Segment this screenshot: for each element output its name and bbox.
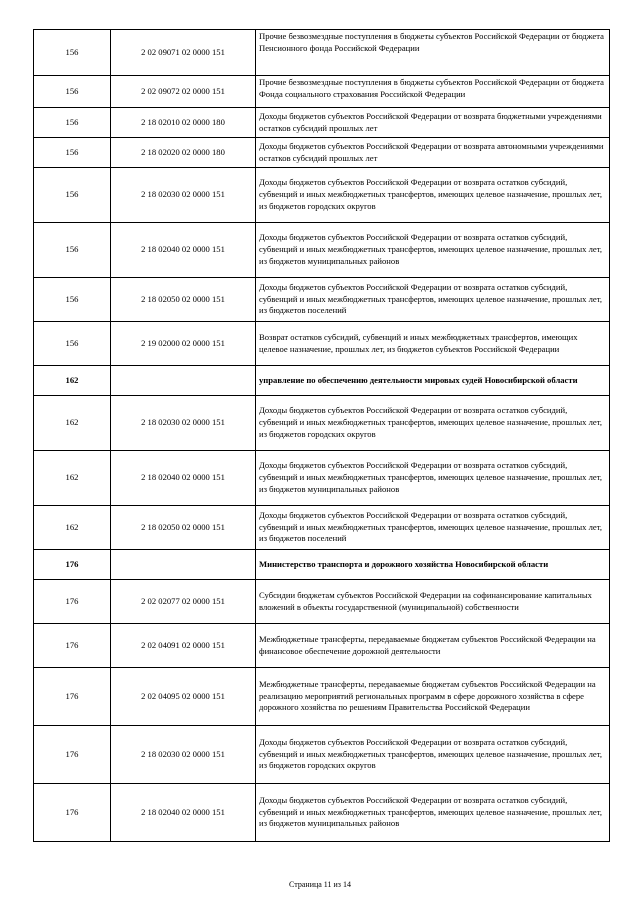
description-cell: Межбюджетные трансферты, передаваемые бюджетам субъектов Российской Федерации на реализацию мероприятий региональных программ в сфере дорожного хозяйства в сфере дорожного хозяйства по решениям Правительства Российской Федерации xyxy=(256,668,610,726)
section-header-row xyxy=(34,366,610,396)
admin-code-cell: 176 xyxy=(34,550,111,580)
admin-code-cell: 156 xyxy=(34,322,111,366)
table-row xyxy=(34,108,610,138)
revenue-code-cell: 2 18 02030 02 0000 151 xyxy=(111,396,256,451)
admin-code-cell: 176 xyxy=(34,580,111,624)
description-cell: Доходы бюджетов субъектов Российской Федерации от возврата остатков субсидий, субвенций и иных межбюджетных трансфертов, имеющих целевое назначение, прошлых лет, из бюджетов городских округов xyxy=(256,396,610,451)
revenue-code-cell: 2 18 02030 02 0000 151 xyxy=(111,168,256,223)
description-cell: Доходы бюджетов субъектов Российской Федерации от возврата остатков субсидий, субвенций и иных межбюджетных трансфертов, имеющих целевое назначение, прошлых лет, из бюджетов городских округов xyxy=(256,726,610,784)
admin-code-cell: 162 xyxy=(34,366,111,396)
table-body xyxy=(34,30,610,842)
description-cell: Возврат остатков субсидий, субвенций и иных межбюджетных трансфертов, имеющих целевое назначение, прошлых лет, из бюджетов субъектов Российской Федерации xyxy=(256,322,610,366)
admin-code-cell: 156 xyxy=(34,168,111,223)
admin-code-cell: 156 xyxy=(34,108,111,138)
admin-code-cell: 156 xyxy=(34,138,111,168)
table-row xyxy=(34,278,610,322)
table-row xyxy=(34,624,610,668)
revenue-code-cell: 2 18 02020 02 0000 180 xyxy=(111,138,256,168)
description-cell: Доходы бюджетов субъектов Российской Федерации от возврата остатков субсидий, субвенций и иных межбюджетных трансфертов, имеющих целевое назначение, прошлых лет, из бюджетов городских округов xyxy=(256,168,610,223)
section-header-row xyxy=(34,550,610,580)
revenue-codes-table xyxy=(33,29,610,842)
description-cell: Доходы бюджетов субъектов Российской Федерации от возврата остатков субсидий, субвенций и иных межбюджетных трансфертов, имеющих целевое назначение, прошлых лет, из бюджетов муниципальных районов xyxy=(256,451,610,506)
description-cell: Межбюджетные трансферты, передаваемые бюджетам субъектов Российской Федерации на финансовое обеспечение дорожной деятельности xyxy=(256,624,610,668)
table-row xyxy=(34,506,610,550)
description-cell: Прочие безвозмездные поступления в бюджеты субъектов Российской Федерации от бюджета Пенсионного фонда Российской Федерации xyxy=(256,30,610,76)
table-row xyxy=(34,30,610,76)
revenue-code-cell: 2 18 02030 02 0000 151 xyxy=(111,726,256,784)
table-row xyxy=(34,138,610,168)
table-row xyxy=(34,451,610,506)
table-row xyxy=(34,580,610,624)
revenue-code-cell xyxy=(111,366,256,396)
admin-code-cell: 162 xyxy=(34,451,111,506)
revenue-code-cell: 2 02 02077 02 0000 151 xyxy=(111,580,256,624)
description-cell: Доходы бюджетов субъектов Российской Федерации от возврата остатков субсидий, субвенций и иных межбюджетных трансфертов, имеющих целевое назначение, прошлых лет, из бюджетов муниципальных районов xyxy=(256,784,610,842)
section-title-cell: управление по обеспечению деятельности мировых судей Новосибирской области xyxy=(256,366,610,396)
description-cell: Субсидии бюджетам субъектов Российской Федерации на софинансирование капитальных вложений в объекты государственной (муниципальной) собственности xyxy=(256,580,610,624)
section-title-cell: Министерство транспорта и дорожного хозяйства Новосибирской области xyxy=(256,550,610,580)
table-row xyxy=(34,726,610,784)
admin-code-cell: 156 xyxy=(34,223,111,278)
revenue-code-cell xyxy=(111,550,256,580)
table-row xyxy=(34,223,610,278)
admin-code-cell: 162 xyxy=(34,506,111,550)
revenue-code-cell: 2 02 04095 02 0000 151 xyxy=(111,668,256,726)
table-row xyxy=(34,322,610,366)
description-cell: Прочие безвозмездные поступления в бюджеты субъектов Российской Федерации от бюджета Фонда социального страхования Российской Федерации xyxy=(256,76,610,108)
revenue-code-cell: 2 19 02000 02 0000 151 xyxy=(111,322,256,366)
description-cell: Доходы бюджетов субъектов Российской Федерации от возврата остатков субсидий, субвенций и иных межбюджетных трансфертов, имеющих целевое назначение, прошлых лет, из бюджетов поселений xyxy=(256,278,610,322)
admin-code-cell: 156 xyxy=(34,76,111,108)
admin-code-cell: 162 xyxy=(34,396,111,451)
revenue-code-cell: 2 18 02040 02 0000 151 xyxy=(111,223,256,278)
revenue-code-cell: 2 18 02050 02 0000 151 xyxy=(111,278,256,322)
admin-code-cell: 176 xyxy=(34,624,111,668)
revenue-code-cell: 2 18 02040 02 0000 151 xyxy=(111,451,256,506)
admin-code-cell: 176 xyxy=(34,668,111,726)
admin-code-cell: 176 xyxy=(34,726,111,784)
table-row xyxy=(34,784,610,842)
admin-code-cell: 156 xyxy=(34,278,111,322)
table-row xyxy=(34,396,610,451)
description-cell: Доходы бюджетов субъектов Российской Федерации от возврата бюджетными учреждениями остатков субсидий прошлых лет xyxy=(256,108,610,138)
admin-code-cell: 156 xyxy=(34,30,111,76)
page-footer: Страница 11 из 14 xyxy=(289,880,351,889)
admin-code-cell: 176 xyxy=(34,784,111,842)
revenue-code-cell: 2 18 02040 02 0000 151 xyxy=(111,784,256,842)
revenue-code-cell: 2 02 09071 02 0000 151 xyxy=(111,30,256,76)
revenue-code-cell: 2 18 02050 02 0000 151 xyxy=(111,506,256,550)
description-cell: Доходы бюджетов субъектов Российской Федерации от возврата автономными учреждениями остатков субсидий прошлых лет xyxy=(256,138,610,168)
revenue-code-cell: 2 02 04091 02 0000 151 xyxy=(111,624,256,668)
table-row xyxy=(34,668,610,726)
description-cell: Доходы бюджетов субъектов Российской Федерации от возврата остатков субсидий, субвенций и иных межбюджетных трансфертов, имеющих целевое назначение, прошлых лет, из бюджетов муниципальных районов xyxy=(256,223,610,278)
description-cell: Доходы бюджетов субъектов Российской Федерации от возврата остатков субсидий, субвенций и иных межбюджетных трансфертов, имеющих целевое назначение, прошлых лет, из бюджетов поселений xyxy=(256,506,610,550)
table-row xyxy=(34,168,610,223)
revenue-code-cell: 2 02 09072 02 0000 151 xyxy=(111,76,256,108)
revenue-code-cell: 2 18 02010 02 0000 180 xyxy=(111,108,256,138)
table-row xyxy=(34,76,610,108)
